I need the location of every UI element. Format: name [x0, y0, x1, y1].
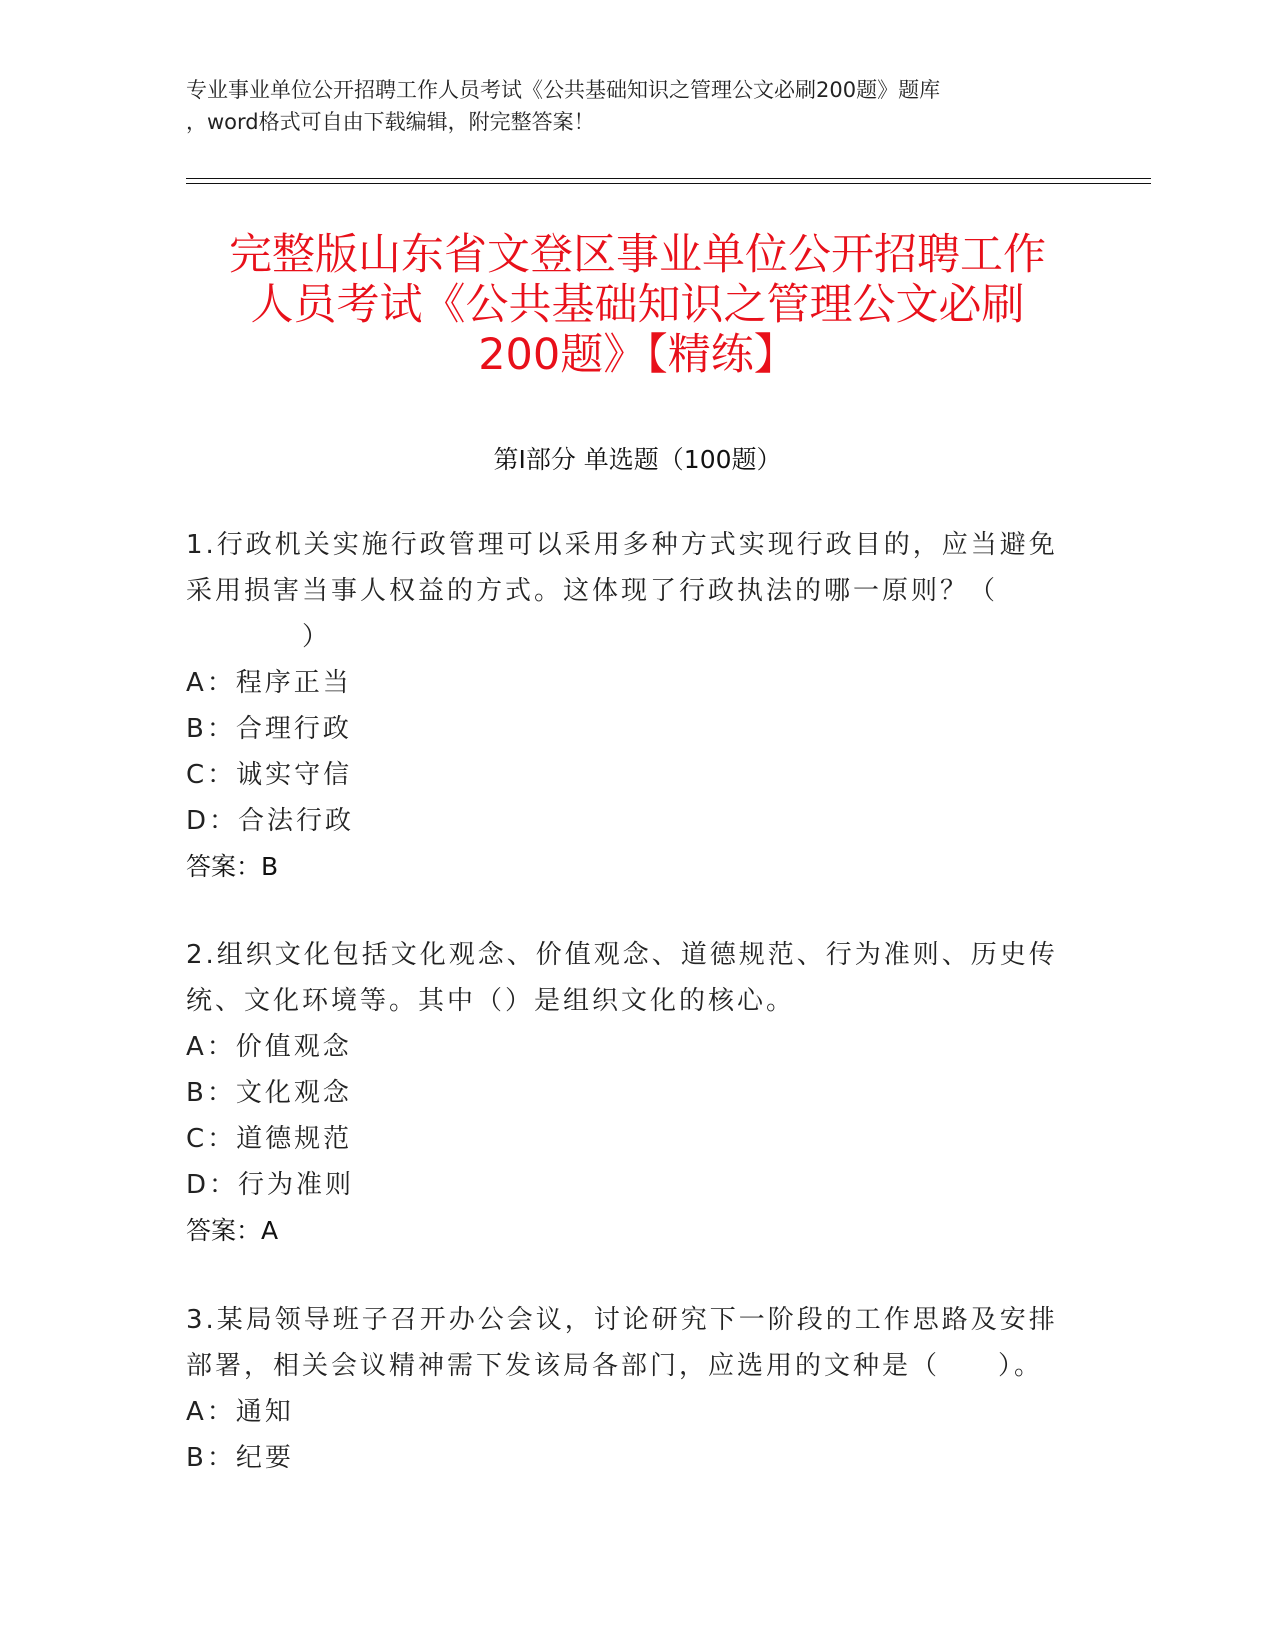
option-d: D：行为准则	[186, 1170, 355, 1200]
header-divider	[186, 178, 1151, 179]
question-stem-line: 2.组织文化包括文化观念、价值观念、道德规范、行为准则、历史传	[186, 940, 1058, 970]
answer: 答案：B	[186, 852, 279, 881]
document-title	[140, 230, 1135, 380]
header-note	[186, 74, 1086, 138]
question-2	[186, 932, 1066, 1254]
option-c: C：道德规范	[186, 1124, 353, 1154]
question-stem-line: 采用损害当事人权益的方式。这体现了行政执法的哪一原则？（	[186, 576, 999, 606]
option-b: B：合理行政	[186, 714, 352, 744]
question-stem	[186, 1297, 1066, 1389]
title-line: 人员考试《公共基础知识之管理公文必刷	[250, 280, 1025, 330]
option-a: A：通知	[186, 1397, 294, 1427]
question-stem-line: 部署，相关会议精神需下发该局各部门，应选用的文种是（ ）。	[186, 1351, 1044, 1381]
option-c: C：诚实守信	[186, 760, 353, 790]
question-1	[186, 522, 1066, 890]
title-line: 完整版山东省文登区事业单位公开招聘工作	[229, 230, 1046, 280]
question-stem-line: 统、文化环境等。其中（）是组织文化的核心。	[186, 986, 796, 1016]
question-stem	[186, 932, 1066, 1024]
title-line: 200题》【精练】	[478, 330, 797, 380]
answer: 答案：A	[186, 1216, 279, 1245]
question-stem-line: ）	[186, 622, 332, 652]
question-stem-line: 1.行政机关实施行政管理可以采用多种方式实现行政目的，应当避免	[186, 530, 1058, 560]
section-heading: 第I部分 单选题（100题）	[493, 445, 782, 474]
header-note-line: ，word格式可自由下载编辑，附完整答案！	[186, 110, 595, 134]
option-a: A：价值观念	[186, 1032, 352, 1062]
question-3	[186, 1297, 1066, 1481]
option-b: B：纪要	[186, 1443, 294, 1473]
question-stem-line: 3.某局领导班子召开办公会议，讨论研究下一阶段的工作思路及安排	[186, 1305, 1058, 1335]
header-note-line: 专业事业单位公开招聘工作人员考试《公共基础知识之管理公文必刷200题》题库	[186, 78, 941, 102]
header-divider	[186, 183, 1151, 184]
option-d: D：合法行政	[186, 806, 355, 836]
option-b: B：文化观念	[186, 1078, 352, 1108]
question-stem	[186, 522, 1066, 660]
option-a: A：程序正当	[186, 668, 352, 698]
